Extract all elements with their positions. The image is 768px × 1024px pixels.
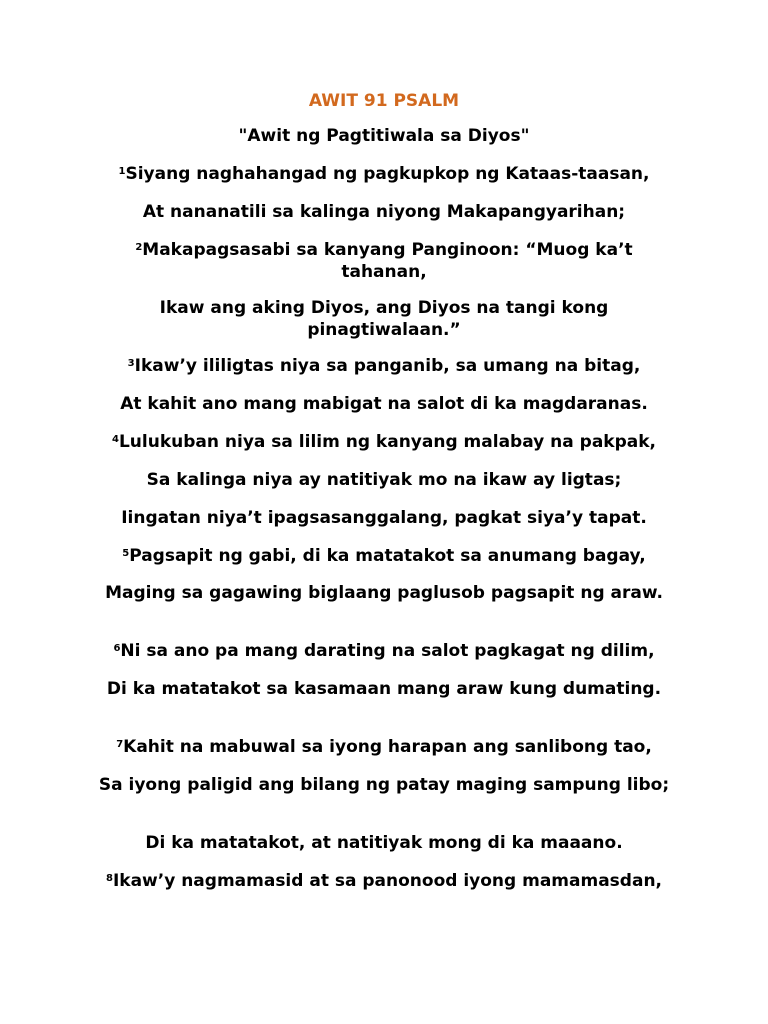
verse-line	[90, 163, 678, 185]
verse-line	[90, 736, 678, 758]
verse-line	[90, 297, 678, 341]
verse-number: 7	[116, 739, 124, 750]
document-title: AWIT 91 PSALM	[308, 91, 460, 111]
verse-line	[90, 640, 678, 662]
verse-text: Iingatan niya’t ipagsasanggalang, pagkat siya’y tapat.	[121, 508, 647, 528]
verse-number: 1	[118, 166, 126, 177]
verse-text: Ni sa ano pa mang darating na salot pagkagat ng dilim,	[120, 641, 655, 661]
verse-line	[90, 870, 678, 892]
verse-number: 6	[113, 643, 121, 654]
verse-text: At nananatili sa kalinga niyong Makapangyarihan;	[142, 202, 626, 222]
verse-text: Makapagsasabi sa kanyang Panginoon: “Muog ka’t tahanan,	[142, 240, 633, 282]
verse-line	[90, 355, 678, 377]
verse-line	[90, 545, 678, 567]
verse-line	[90, 582, 678, 604]
verse-text: Di ka matatakot sa kasamaan mang araw kung dumating.	[106, 679, 662, 699]
verse-text: Sa kalinga niya ay natitiyak mo na ikaw ay ligtas;	[146, 470, 622, 490]
verse-text: Ikaw’y nagmamasid at sa panonood iyong mamamasdan,	[112, 871, 663, 891]
verse-line	[90, 431, 678, 453]
verse-number: 3	[127, 358, 135, 369]
verse-text: Ikaw ang aking Diyos, ang Diyos na tangi kong pinagtiwalaan.”	[159, 298, 609, 340]
verse-text: Siyang naghahangad ng pagkupkop ng Kataas-taasan,	[125, 164, 650, 184]
verse-line	[90, 507, 678, 529]
verse-number: 2	[135, 242, 143, 253]
verse-line	[90, 469, 678, 491]
verse-number: 8	[105, 873, 113, 884]
verse-line	[90, 201, 678, 223]
verse-text: At kahit ano mang mabigat na salot di ka magdaranas.	[120, 394, 648, 414]
verse-line	[90, 774, 678, 796]
verse-text: Di ka matatakot, at natitiyak mong di ka maaano.	[145, 833, 623, 853]
verse-line	[90, 832, 678, 854]
verse-line	[90, 393, 678, 415]
document-subtitle: "Awit ng Pagtitiwala sa Diyos"	[238, 126, 530, 146]
verse-text: Maging sa gagawing biglaang paglusob pagsapit ng araw.	[105, 583, 663, 603]
verse-number: 5	[122, 548, 130, 559]
verse-text: Kahit na mabuwal sa iyong harapan ang sanlibong tao,	[123, 737, 652, 757]
verse-line	[90, 678, 678, 700]
verse-text: Pagsapit ng gabi, di ka matatakot sa anumang bagay,	[129, 546, 646, 566]
verse-text: Sa iyong paligid ang bilang ng patay maging sampung libo;	[98, 775, 670, 795]
verse-number: 4	[111, 434, 119, 445]
verse-line	[90, 239, 678, 283]
verse-text: Lulukuban niya sa lilim ng kanyang malabay na pakpak,	[118, 432, 656, 452]
verse-text: Ikaw’y ililigtas niya sa panganib, sa umang na bitag,	[134, 356, 641, 376]
